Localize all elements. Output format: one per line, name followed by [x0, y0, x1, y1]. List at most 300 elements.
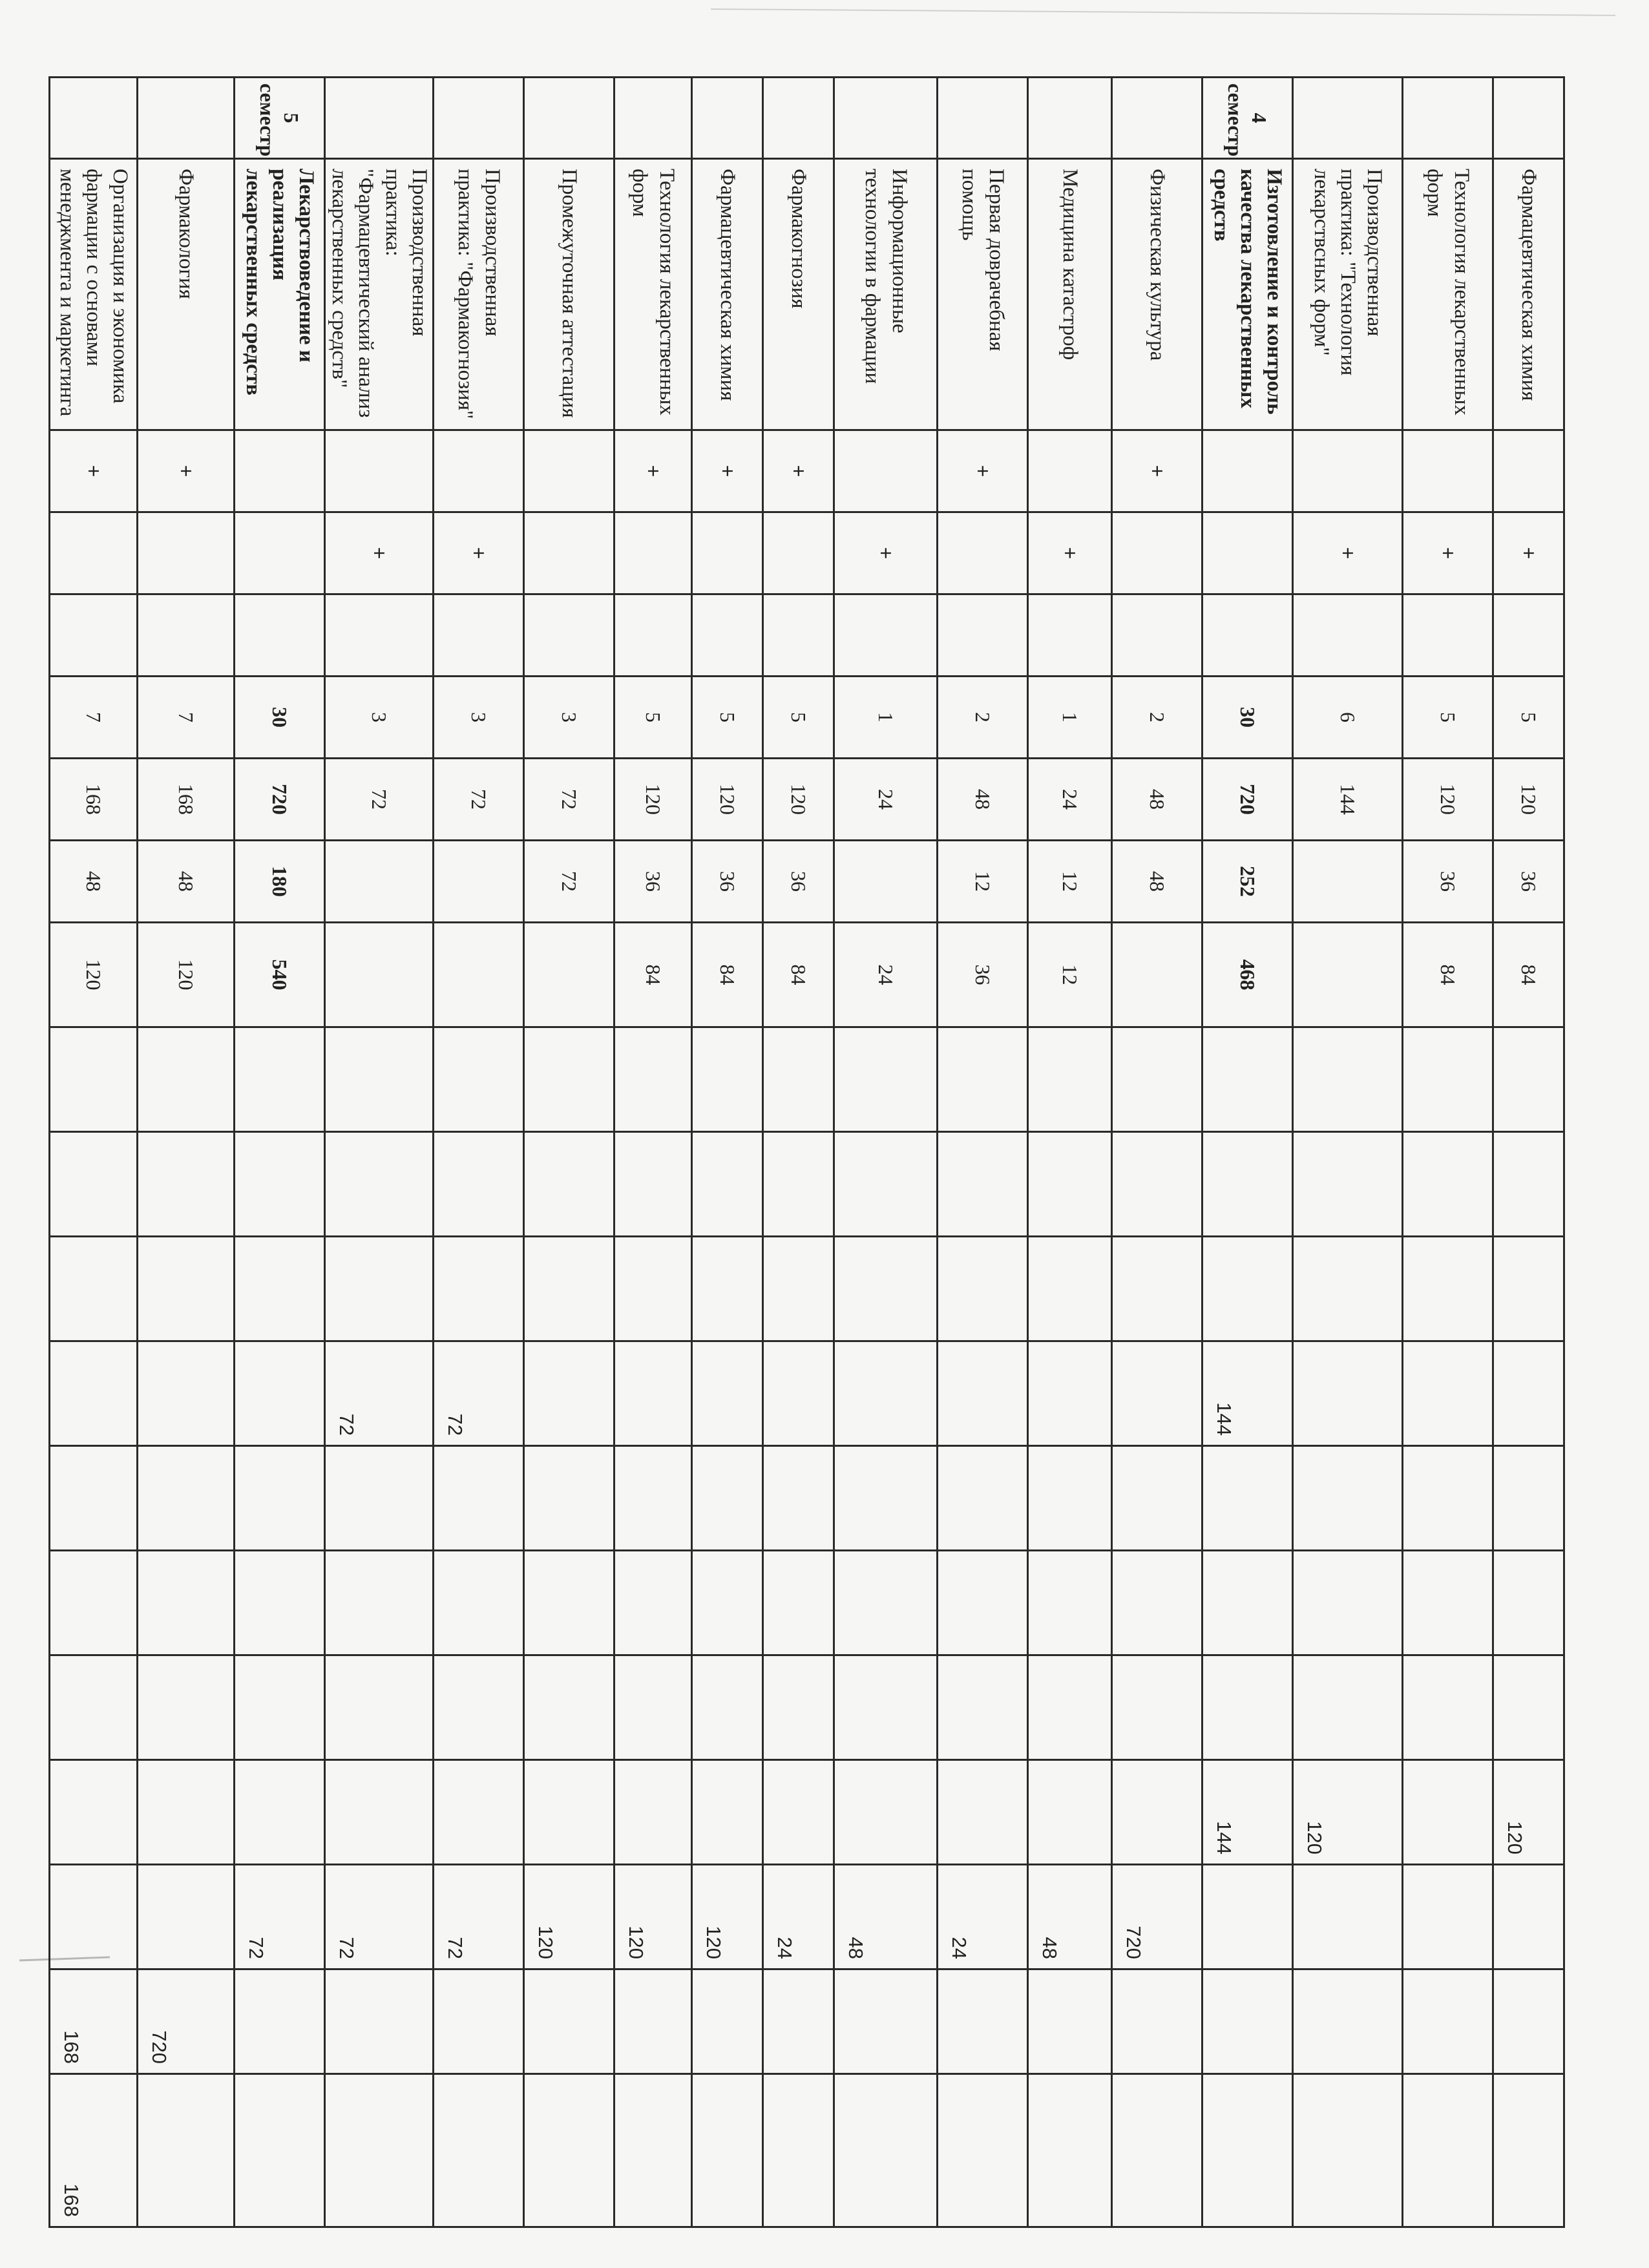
period-cell [763, 2074, 834, 2227]
semester-cell [614, 78, 692, 159]
period-cell [1112, 1341, 1203, 1446]
credit-units: 5 [1493, 677, 1564, 759]
contact-hours [1293, 841, 1403, 923]
period-cell [138, 2074, 235, 2227]
semester-cell [50, 78, 138, 159]
exam-mark [434, 430, 524, 512]
exam-mark [834, 430, 938, 512]
period-cell [434, 1655, 524, 1760]
discipline-name: Организация и экономика фармации с основами менеджмента и маркетинга [50, 159, 138, 430]
exam-mark [235, 430, 325, 512]
period-cell [1403, 1865, 1493, 1969]
period-cell: 72 [325, 1865, 434, 1969]
period-cell [938, 1760, 1028, 1865]
table-row [325, 78, 434, 2227]
semester-cell [1028, 78, 1112, 159]
period-cell [138, 1551, 235, 1655]
practice-hours [1112, 923, 1203, 1027]
total-hours: 168 [138, 759, 235, 841]
period-cell: 120 [614, 1865, 692, 1969]
contact-hours: 48 [138, 841, 235, 923]
period-cell [434, 1969, 524, 2074]
period-cell [1293, 1551, 1403, 1655]
practice-hours: 12 [1028, 923, 1112, 1027]
contact-hours: 36 [614, 841, 692, 923]
discipline-name: Производственная практика: "Технология лекарствсных форм" [1293, 159, 1403, 430]
period-cell [692, 1027, 763, 1132]
period-cell [938, 1027, 1028, 1132]
exam-mark [325, 430, 434, 512]
period-cell: 168 [50, 2074, 138, 2227]
period-cell [614, 1760, 692, 1865]
period-cell: 120 [1493, 1760, 1564, 1865]
period-cell [614, 1446, 692, 1551]
table-row [692, 78, 763, 2227]
period-cell: 24 [763, 1865, 834, 1969]
period-cell [938, 1655, 1028, 1760]
other-mark [1203, 594, 1293, 677]
exam-mark [524, 430, 614, 512]
period-cell [1112, 1760, 1203, 1865]
period-cell [614, 1551, 692, 1655]
period-cell [614, 1237, 692, 1341]
period-cell [138, 1132, 235, 1237]
period-cell [614, 1655, 692, 1760]
total-hours: 48 [1112, 759, 1203, 841]
period-cell [692, 1446, 763, 1551]
total-hours: 120 [614, 759, 692, 841]
semester-cell [938, 78, 1028, 159]
table-row [938, 78, 1028, 2227]
exam-mark: + [1112, 430, 1203, 512]
period-cell [938, 1132, 1028, 1237]
period-cell [1203, 1969, 1293, 2074]
contact-hours: 36 [1403, 841, 1493, 923]
credit-mark: + [434, 512, 524, 594]
table-row [834, 78, 938, 2227]
total-hours: 24 [1028, 759, 1112, 841]
exam-mark [1293, 430, 1403, 512]
period-cell [235, 1446, 325, 1551]
period-cell [50, 1865, 138, 1969]
period-cell [50, 1132, 138, 1237]
practice-hours: 84 [763, 923, 834, 1027]
period-cell [1028, 1551, 1112, 1655]
period-cell [138, 1760, 235, 1865]
total-hours: 48 [938, 759, 1028, 841]
period-cell: 48 [1028, 1865, 1112, 1969]
credit-units: 30 [1203, 677, 1293, 759]
period-cell [614, 1969, 692, 2074]
semester-cell [1112, 78, 1203, 159]
period-cell [614, 1027, 692, 1132]
other-mark [1293, 594, 1403, 677]
period-cell [1112, 1969, 1203, 2074]
period-cell [834, 1969, 938, 2074]
exam-mark: + [50, 430, 138, 512]
period-cell: 120 [692, 1865, 763, 1969]
discipline-name: Производственная практика: "Фармацевтический анализ лекарственных средств" [325, 159, 434, 430]
credit-mark [50, 512, 138, 594]
period-cell [1493, 2074, 1564, 2227]
exam-mark [1203, 430, 1293, 512]
period-cell [235, 1341, 325, 1446]
total-hours: 24 [834, 759, 938, 841]
period-cell [1403, 1446, 1493, 1551]
rotated-curriculum-table [55, 76, 1565, 2228]
period-cell: 120 [524, 1865, 614, 1969]
discipline-name: Фармакогнозия [763, 159, 834, 430]
period-cell [1293, 1655, 1403, 1760]
table-row [763, 78, 834, 2227]
credit-units: 1 [1028, 677, 1112, 759]
total-hours: 120 [1493, 759, 1564, 841]
table-row [1028, 78, 1112, 2227]
period-cell: 24 [938, 1865, 1028, 1969]
exam-mark: + [763, 430, 834, 512]
period-cell [1493, 1027, 1564, 1132]
contact-hours: 36 [1493, 841, 1564, 923]
period-cell: 144 [1203, 1341, 1293, 1446]
period-cell [50, 1551, 138, 1655]
table-row [50, 78, 138, 2227]
period-cell [1028, 1446, 1112, 1551]
period-cell [1293, 1027, 1403, 1132]
exam-mark [1028, 430, 1112, 512]
period-cell [235, 1027, 325, 1132]
credit-mark [524, 512, 614, 594]
period-cell [763, 1969, 834, 2074]
period-cell [763, 1027, 834, 1132]
other-mark [434, 594, 524, 677]
period-cell [692, 1760, 763, 1865]
period-cell [325, 1551, 434, 1655]
period-cell [524, 1446, 614, 1551]
period-cell [524, 1655, 614, 1760]
period-cell [1403, 1969, 1493, 2074]
period-cell [1293, 1446, 1403, 1551]
period-cell [1403, 1760, 1493, 1865]
period-cell [235, 1237, 325, 1341]
period-cell [938, 2074, 1028, 2227]
period-cell [434, 1551, 524, 1655]
period-cell [938, 1237, 1028, 1341]
period-cell [50, 1446, 138, 1551]
period-cell [614, 1341, 692, 1446]
credit-mark: + [834, 512, 938, 594]
period-cell [1293, 1132, 1403, 1237]
table-row [614, 78, 692, 2227]
practice-hours [524, 923, 614, 1027]
credit-units: 6 [1293, 677, 1403, 759]
period-cell [1293, 1969, 1403, 2074]
period-cell [834, 1027, 938, 1132]
total-hours: 120 [1403, 759, 1493, 841]
period-cell: 72 [434, 1865, 524, 1969]
period-cell [434, 1027, 524, 1132]
period-cell [1112, 2074, 1203, 2227]
period-cell [434, 1132, 524, 1237]
contact-hours: 180 [235, 841, 325, 923]
period-cell [1203, 1027, 1293, 1132]
practice-hours [325, 923, 434, 1027]
credit-units: 5 [614, 677, 692, 759]
discipline-name: Производственная практика: "Фармакогнозия" [434, 159, 524, 430]
period-cell: 720 [138, 1969, 235, 2074]
period-cell: 72 [325, 1341, 434, 1446]
discipline-name: Лекарствоведение и реализация лекарственных средств [235, 159, 325, 430]
credit-units: 30 [235, 677, 325, 759]
semester-cell: 5 семестр [235, 78, 325, 159]
period-cell [50, 1237, 138, 1341]
period-cell [1403, 1551, 1493, 1655]
semester-cell [325, 78, 434, 159]
practice-hours: 120 [138, 923, 235, 1027]
table-row [1403, 78, 1493, 2227]
period-cell [524, 2074, 614, 2227]
period-cell [235, 2074, 325, 2227]
discipline-name: Информационные технологии в фармации [834, 159, 938, 430]
period-cell [138, 1446, 235, 1551]
period-cell [1028, 1027, 1112, 1132]
period-cell [138, 1237, 235, 1341]
period-cell [325, 1446, 434, 1551]
period-cell [50, 1655, 138, 1760]
period-cell [834, 1341, 938, 1446]
contact-hours: 48 [1112, 841, 1203, 923]
period-cell [1493, 1132, 1564, 1237]
exam-mark [1403, 430, 1493, 512]
period-cell [50, 1027, 138, 1132]
discipline-name: Физическая культура [1112, 159, 1203, 430]
semester-cell [1403, 78, 1493, 159]
total-hours: 72 [524, 759, 614, 841]
period-cell [235, 1969, 325, 2074]
semester-cell [1293, 78, 1403, 159]
table-row [1493, 78, 1564, 2227]
credit-mark: + [1493, 512, 1564, 594]
period-cell [834, 2074, 938, 2227]
exam-mark: + [938, 430, 1028, 512]
period-cell [1028, 1760, 1112, 1865]
contact-hours: 36 [763, 841, 834, 923]
table-row [1203, 78, 1293, 2227]
other-mark [1112, 594, 1203, 677]
period-cell: 720 [1112, 1865, 1203, 1969]
period-cell [325, 1027, 434, 1132]
discipline-name: Медицина катастроф [1028, 159, 1112, 430]
period-cell [1028, 1237, 1112, 1341]
other-mark [235, 594, 325, 677]
other-mark [138, 594, 235, 677]
period-cell [1493, 1969, 1564, 2074]
period-cell [1403, 1027, 1493, 1132]
period-cell [614, 1132, 692, 1237]
discipline-name: Технология лекарственных форм [1403, 159, 1493, 430]
period-cell [692, 1551, 763, 1655]
period-cell [834, 1132, 938, 1237]
discipline-name: Технология лекарственных форм [614, 159, 692, 430]
period-cell [1203, 1132, 1293, 1237]
period-cell [434, 2074, 524, 2227]
period-cell [692, 1341, 763, 1446]
semester-cell [1493, 78, 1564, 159]
period-cell [325, 1237, 434, 1341]
period-cell [1403, 1132, 1493, 1237]
period-cell [138, 1027, 235, 1132]
period-cell [1203, 1551, 1293, 1655]
credit-units: 2 [1112, 677, 1203, 759]
practice-hours: 84 [614, 923, 692, 1027]
contact-hours: 36 [692, 841, 763, 923]
period-cell [1112, 1446, 1203, 1551]
practice-hours [434, 923, 524, 1027]
exam-mark: + [692, 430, 763, 512]
period-cell: 48 [834, 1865, 938, 1969]
period-cell [834, 1446, 938, 1551]
period-cell [1493, 1237, 1564, 1341]
practice-hours: 36 [938, 923, 1028, 1027]
practice-hours [1293, 923, 1403, 1027]
period-cell [1112, 1237, 1203, 1341]
practice-hours: 84 [692, 923, 763, 1027]
period-cell [524, 1551, 614, 1655]
table-row [524, 78, 614, 2227]
total-hours: 168 [50, 759, 138, 841]
period-cell [524, 1969, 614, 2074]
period-cell [325, 2074, 434, 2227]
period-cell [1493, 1341, 1564, 1446]
other-mark [325, 594, 434, 677]
period-cell [1028, 2074, 1112, 2227]
curriculum-table [48, 76, 1565, 2228]
discipline-name: Фармакология [138, 159, 235, 430]
period-cell [524, 1237, 614, 1341]
total-hours: 720 [1203, 759, 1293, 841]
contact-hours: 252 [1203, 841, 1293, 923]
period-cell [524, 1341, 614, 1446]
credit-units: 5 [1403, 677, 1493, 759]
period-cell [834, 1551, 938, 1655]
period-cell [235, 1655, 325, 1760]
period-cell [692, 1969, 763, 2074]
period-cell [138, 1341, 235, 1446]
credit-mark: + [1028, 512, 1112, 594]
period-cell: 72 [235, 1865, 325, 1969]
period-cell [138, 1865, 235, 1969]
other-mark [834, 594, 938, 677]
period-cell: 168 [50, 1969, 138, 2074]
practice-hours: 120 [50, 923, 138, 1027]
period-cell [1293, 1341, 1403, 1446]
period-cell [325, 1655, 434, 1760]
credit-mark [938, 512, 1028, 594]
credit-mark [763, 512, 834, 594]
table-row [235, 78, 325, 2227]
period-cell [763, 1132, 834, 1237]
total-hours: 120 [692, 759, 763, 841]
period-cell [1203, 1865, 1293, 1969]
period-cell [235, 1551, 325, 1655]
period-cell [434, 1446, 524, 1551]
credit-mark [692, 512, 763, 594]
period-cell [834, 1760, 938, 1865]
period-cell [834, 1655, 938, 1760]
period-cell [1493, 1865, 1564, 1969]
period-cell [763, 1551, 834, 1655]
period-cell [1203, 1237, 1293, 1341]
credit-units: 1 [834, 677, 938, 759]
credit-units: 5 [763, 677, 834, 759]
credit-units: 5 [692, 677, 763, 759]
period-cell [1403, 1237, 1493, 1341]
credit-units: 3 [325, 677, 434, 759]
period-cell [50, 1760, 138, 1865]
other-mark [614, 594, 692, 677]
period-cell [1028, 1969, 1112, 2074]
period-cell [235, 1760, 325, 1865]
credit-units: 3 [524, 677, 614, 759]
total-hours: 720 [235, 759, 325, 841]
period-cell [938, 1446, 1028, 1551]
other-mark [763, 594, 834, 677]
period-cell [834, 1237, 938, 1341]
credit-mark [138, 512, 235, 594]
semester-cell: 4 семестр [1203, 78, 1293, 159]
credit-mark [235, 512, 325, 594]
table-row [1112, 78, 1203, 2227]
practice-hours: 540 [235, 923, 325, 1027]
period-cell [1203, 1655, 1293, 1760]
period-cell [692, 1655, 763, 1760]
period-cell [325, 1760, 434, 1865]
period-cell [1493, 1551, 1564, 1655]
period-cell: 144 [1203, 1760, 1293, 1865]
period-cell [763, 1760, 834, 1865]
contact-hours: 12 [1028, 841, 1112, 923]
credit-mark [1203, 512, 1293, 594]
contact-hours: 48 [50, 841, 138, 923]
period-cell [692, 1237, 763, 1341]
total-hours: 120 [763, 759, 834, 841]
period-cell [1403, 1341, 1493, 1446]
credit-units: 7 [50, 677, 138, 759]
period-cell [524, 1760, 614, 1865]
period-cell: 120 [1293, 1760, 1403, 1865]
practice-hours: 468 [1203, 923, 1293, 1027]
semester-cell [138, 78, 235, 159]
contact-hours [434, 841, 524, 923]
period-cell [938, 1551, 1028, 1655]
period-cell [1028, 1132, 1112, 1237]
period-cell [1403, 1655, 1493, 1760]
discipline-name: Промежуточная аттестация [524, 159, 614, 430]
semester-cell [524, 78, 614, 159]
period-cell [938, 1341, 1028, 1446]
period-cell [763, 1341, 834, 1446]
period-cell [138, 1655, 235, 1760]
discipline-name: Изготовление и контроль качества лекарственных средств [1203, 159, 1293, 430]
period-cell [434, 1760, 524, 1865]
contact-hours: 72 [524, 841, 614, 923]
table-row [434, 78, 524, 2227]
period-cell [763, 1655, 834, 1760]
other-mark [1493, 594, 1564, 677]
credit-mark [614, 512, 692, 594]
period-cell [692, 1132, 763, 1237]
period-cell [524, 1132, 614, 1237]
discipline-name: Первая доврачебная помощь [938, 159, 1028, 430]
